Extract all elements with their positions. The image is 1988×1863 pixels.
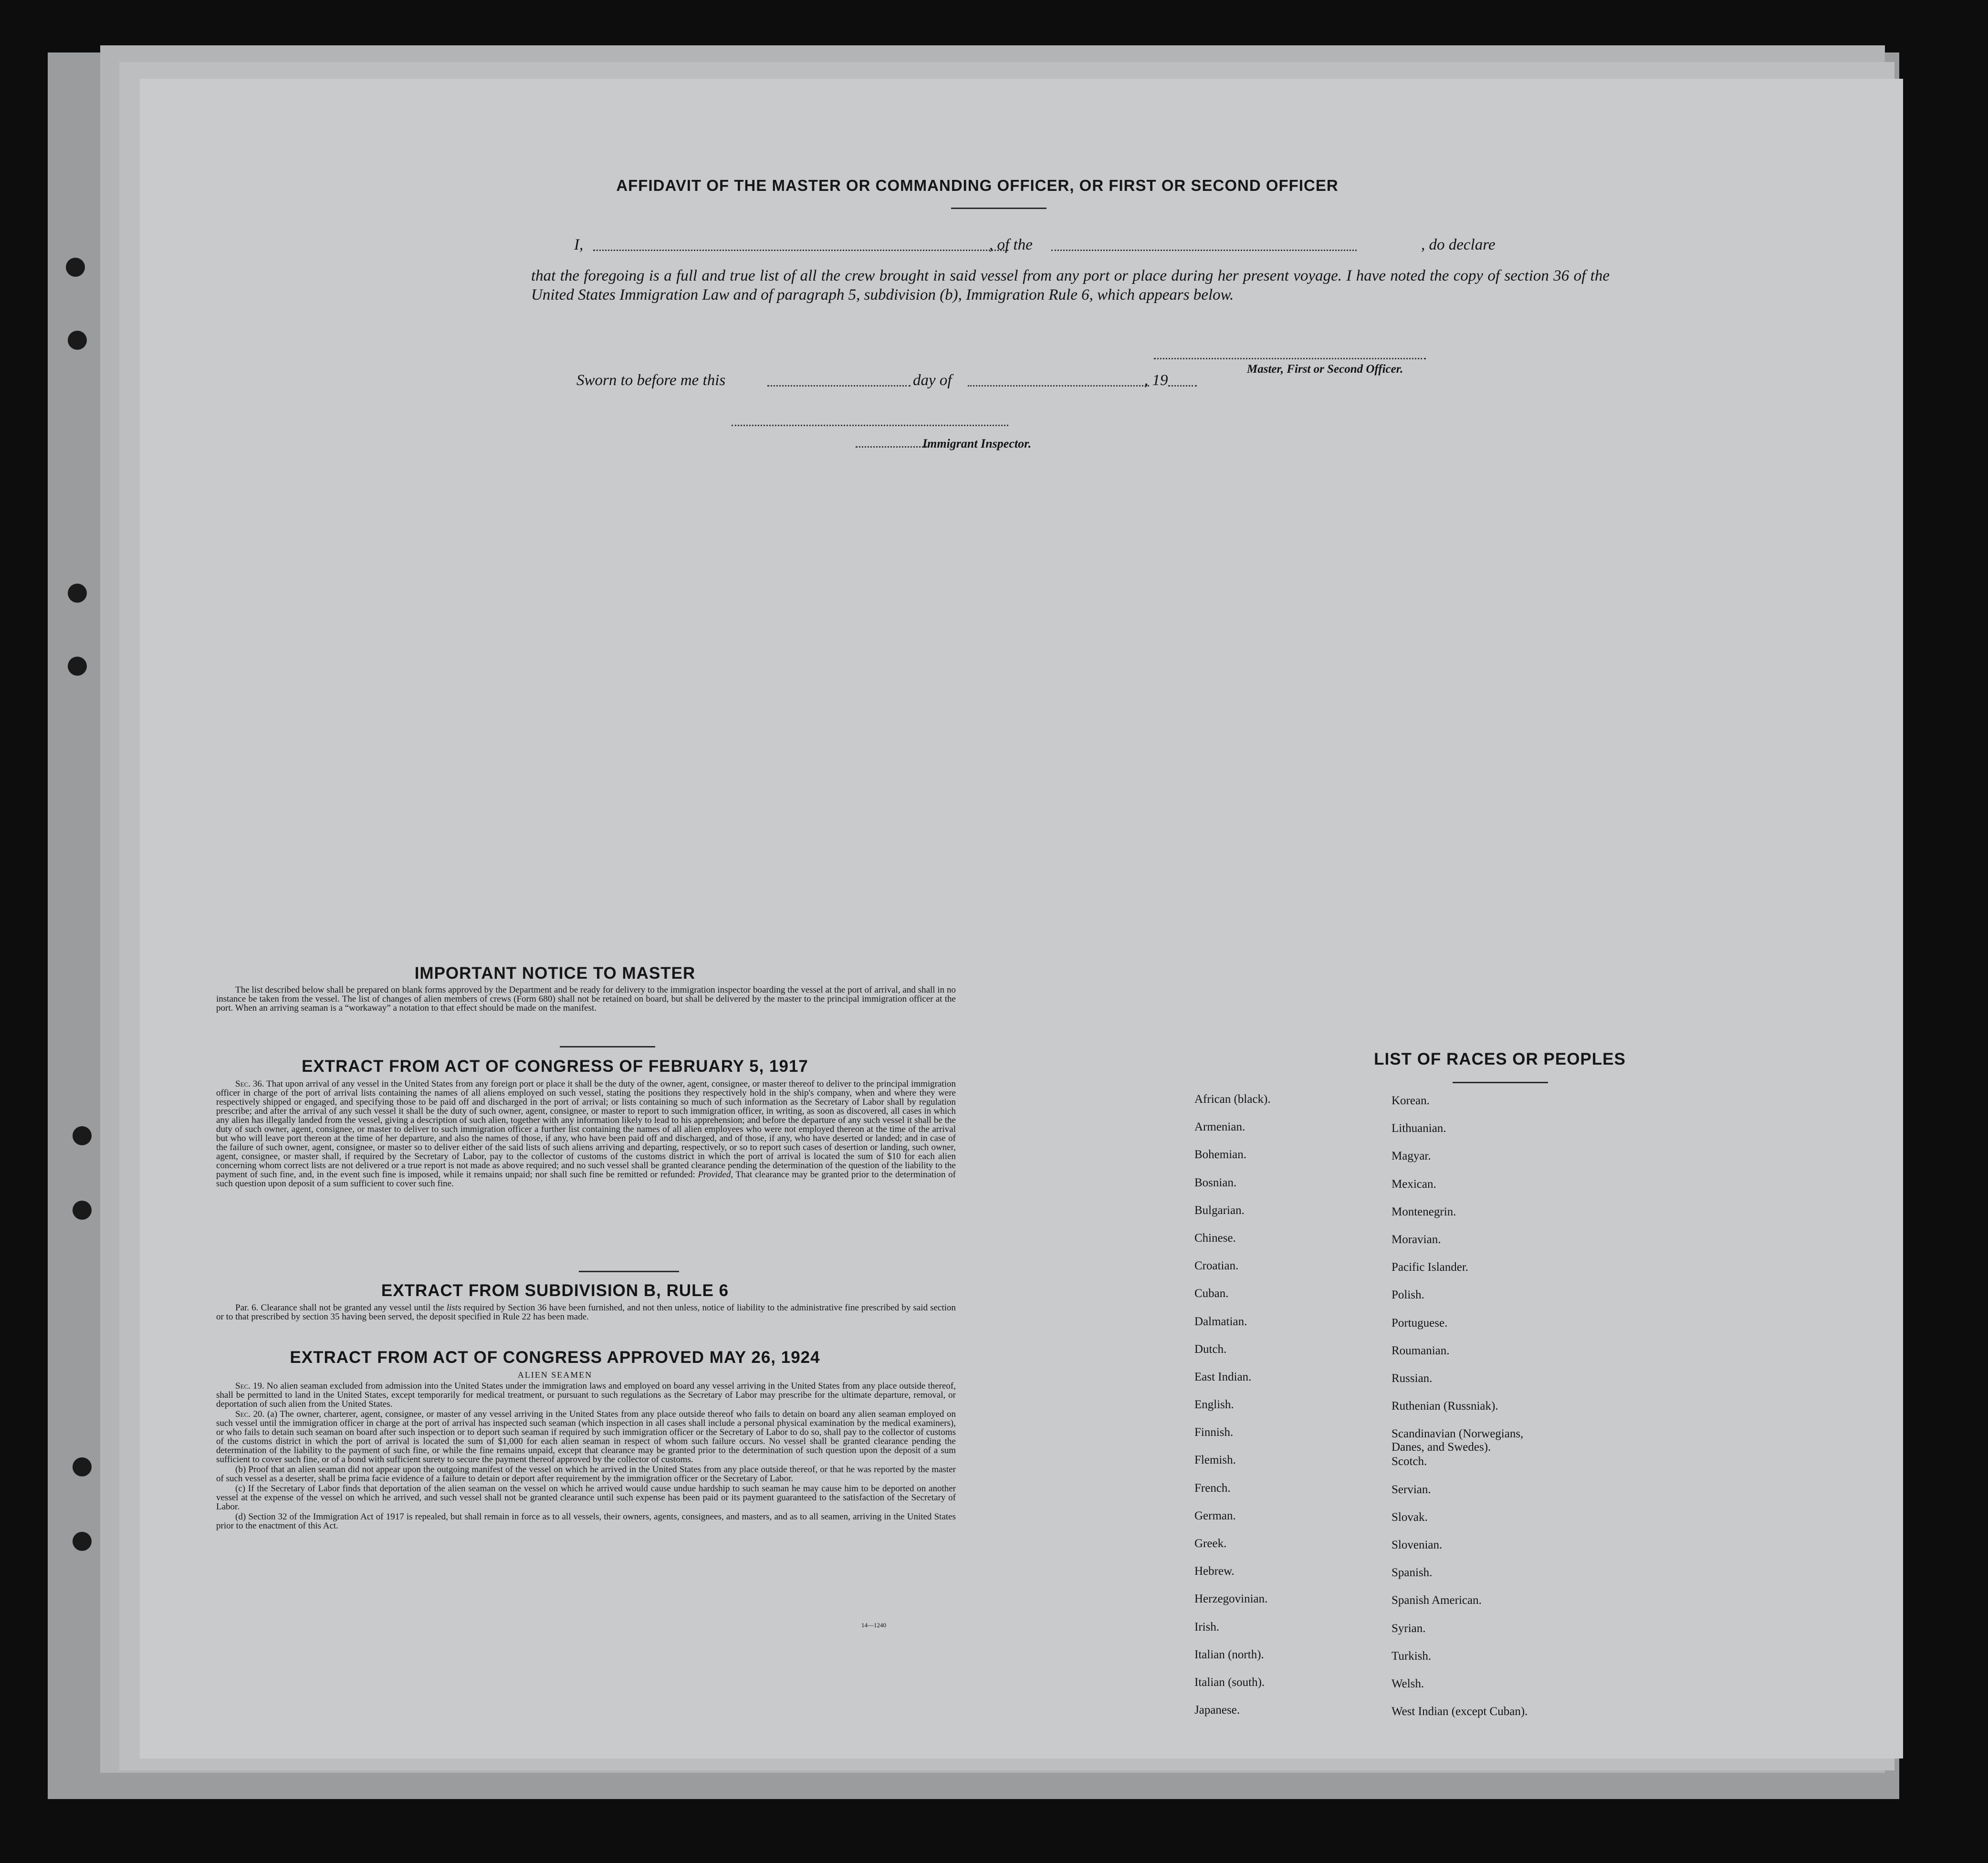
race-right-7: Polish. bbox=[1392, 1288, 1424, 1302]
race-left-16: Greek. bbox=[1194, 1537, 1227, 1550]
race-left-18: Herzegovinian. bbox=[1194, 1592, 1268, 1606]
races-divider bbox=[1453, 1082, 1548, 1083]
race-right-21: Welsh. bbox=[1392, 1677, 1424, 1690]
section-36-proviso: Provided, bbox=[698, 1170, 733, 1180]
important-notice-text: The list described below shall be prepared on blank forms approved by the Department and be ready for delivery to the immigration inspector boarding the vessel at the port of arrival, and shall in no instance be taken from the vessel. The list of changes of alien members of crews (Form 680) shall not be retained on board, but shall be delivered by the master to the principal immigration officer at the port. When an arriving seaman is a “workaway” a notation to that effect should be made on the manifest. bbox=[216, 985, 956, 1013]
inspector-label: Immigrant Inspector. bbox=[922, 437, 1032, 450]
race-right-12: Scandinavian (Norwegians, Danes, and Swedes). bbox=[1392, 1427, 1524, 1454]
race-right-18: Spanish American. bbox=[1392, 1594, 1482, 1607]
race-left-3: Bosnian. bbox=[1194, 1176, 1237, 1189]
sec-20a-text: (a) The owner, charterer, agent, consignee, or master of any vessel arriving in the United States from any place outside thereof who fails to detain on board any alien seaman employed on such vessel until the immigration officer in charge at the port of arrival has inspected such seaman (which inspection in all cases shall include a personal physical examination by the medical examiners), or who fails to detain such seaman on board after such inspection or to deport such seaman if required by such immigration officer or the Secretary of Labor to do so, shall pay to the collector of customs of the customs district in which the port of arrival is located the sum of $1,000 for each alien seaman in respect of whom such failure occurs. No vessel shall be granted clearance pending the determination of the liability to the payment of such fine, or while the fine remains unpaid, except that clearance may be granted prior to the determination of such question upon the deposit of a sum sufficient to cover such fine, or of a bond with sufficient surety to secure the payment thereof approved by the collector of customs. bbox=[216, 1409, 956, 1465]
sworn-day-blank bbox=[767, 385, 910, 387]
race-right-11: Ruthenian (Russniak). bbox=[1392, 1400, 1498, 1413]
race-right-16: Slovenian. bbox=[1392, 1539, 1443, 1551]
sec-19-text: No alien seaman excluded from admission into the United States under the immigration laws and employed on board any vessel arriving in the United States from any place outside thereof, shall be permitted to land in the United States, except temporarily for medical treatment, or pursuant to such regulations as the Secretary of Labor may prescribe for the ultimate departure, removal, or deportation of such alien from the United States. bbox=[216, 1381, 956, 1409]
race-left-13: Flemish. bbox=[1194, 1454, 1236, 1467]
sec-20-label: Sec. 20. bbox=[235, 1409, 265, 1419]
extract-1917-text bbox=[216, 1079, 956, 1189]
sec-20c-text: (c) If the Secretary of Labor finds that deportation of the alien seaman on the vessel on which he arrived would cause undue hardship to such seaman he may cause him to be deported on another vessel at the expense of the vessel on which he arrived, and such vessel shall not be granted clearance until such expense has been paid or its payment guaranteed to the satisfaction of the Secretary of Labor. bbox=[216, 1484, 956, 1512]
race-left-10: East Indian. bbox=[1194, 1370, 1252, 1383]
races-title: LIST OF RACES OR PEOPLES bbox=[1374, 1050, 1626, 1068]
master-signature-label: Master, First or Second Officer. bbox=[1247, 363, 1403, 376]
sworn-start: Sworn to before me this bbox=[576, 372, 726, 389]
manifest-page bbox=[140, 79, 1903, 1758]
alien-seamen-subtitle: ALIEN SEAMEN bbox=[517, 1370, 593, 1380]
line1-end: , do declare bbox=[1421, 236, 1496, 253]
race-left-0: African (black). bbox=[1194, 1093, 1271, 1106]
sec-19-label: Sec. 19. bbox=[235, 1381, 264, 1391]
affidavit-title: AFFIDAVIT OF THE MASTER OR COMMANDING OFFICER, OR FIRST OR SECOND OFFICER bbox=[616, 177, 1339, 194]
master-signature-line bbox=[1154, 358, 1426, 359]
extract-rule6-text bbox=[216, 1303, 956, 1322]
race-right-3: Mexican. bbox=[1392, 1177, 1436, 1191]
races-right-column bbox=[1392, 1094, 1592, 1733]
race-left-19: Irish. bbox=[1194, 1620, 1220, 1633]
extract-rule6-title: EXTRACT FROM SUBDIVISION B, RULE 6 bbox=[381, 1281, 729, 1300]
race-right-22: West Indian (except Cuban). bbox=[1392, 1705, 1528, 1718]
race-left-11: English. bbox=[1194, 1398, 1234, 1412]
race-left-12: Finnish. bbox=[1194, 1426, 1234, 1439]
sworn-month-blank bbox=[968, 385, 1149, 387]
par-6-label: Par. 6. bbox=[235, 1303, 259, 1313]
extract-1924-text bbox=[216, 1382, 956, 1531]
race-right-6: Pacific Islander. bbox=[1392, 1261, 1469, 1274]
race-left-1: Armenian. bbox=[1194, 1120, 1245, 1134]
races-left-column bbox=[1194, 1093, 1376, 1731]
extract-1924-title: EXTRACT FROM ACT OF CONGRESS APPROVED MAY 26, 1924 bbox=[290, 1348, 820, 1367]
affidavit-declaration-line bbox=[574, 235, 1610, 254]
race-left-14: French. bbox=[1194, 1481, 1231, 1495]
race-right-19: Syrian. bbox=[1392, 1622, 1426, 1635]
par-6-text-a: Clearance shall not be granted any vessel until the bbox=[261, 1303, 444, 1313]
name-blank bbox=[593, 250, 1008, 251]
sworn-year: , 19 bbox=[1144, 372, 1168, 389]
race-left-9: Dutch. bbox=[1194, 1342, 1227, 1356]
sworn-day: day of bbox=[913, 372, 952, 389]
race-right-1: Lithuanian. bbox=[1392, 1122, 1446, 1135]
race-right-8: Portuguese. bbox=[1392, 1316, 1448, 1329]
race-left-20: Italian (north). bbox=[1194, 1648, 1264, 1661]
race-right-2: Magyar. bbox=[1392, 1150, 1431, 1163]
inspector-signature-line-2 bbox=[856, 446, 927, 448]
race-right-10: Russian. bbox=[1392, 1371, 1433, 1385]
race-left-5: Chinese. bbox=[1194, 1231, 1236, 1245]
race-right-9: Roumanian. bbox=[1392, 1344, 1450, 1357]
extract-1917-divider bbox=[579, 1271, 679, 1272]
race-left-6: Croatian. bbox=[1194, 1259, 1239, 1273]
section-36-text-b: That clearance may be granted prior to the determination of such question upon deposit of a sum sufficient to cover such fine. bbox=[216, 1170, 956, 1189]
par-6-lists: lists bbox=[446, 1303, 461, 1313]
section-36-text-a: That upon arrival of any vessel in the United States from any foreign port or place it shall be the duty of the owner, agent, consignee, or master thereof to deliver to the principal immigration officer in charge of the port of arrival lists containing the names of all aliens employed on such vessel, stating the positions they respectively hold in the ship's company, when and where they were respectively shipped or engaged, and specifying those to be paid off and discharged in the port of arrival; or lists containing so much of such information as the Secretary of Labor shall by regulation prescribe; and after the arrival of any such vessel it shall be the duty of such owner, agent, consignee, or master to report to such immigration officer, in writing, as soon as discovered, all cases in which any alien has illegally landed from the vessel, giving a description of such alien, together with any information likely to lead to his apprehension; and before the departure of any such vessel it shall be the duty of such owner, agent, consignee, or master to deliver to such immigration officer a further list containing the names of all alien employees who were not employed thereon at the time of the arrival but who will leave port thereon at the time of her departure, and also the names of those, if any, who have been paid off and discharged, and of those, if any, who have deserted or landed; and in case of the failure of such owner, agent, consignee, or master so to deliver either of the said lists of such aliens arriving and departing, respectively, or so to report such cases of desertion or landing, such owner, agent, consignee, or master shall, if required by the Secretary of Labor, pay to the collector of customs of the customs district in which the port of arrival is located the sum of $10 for each alien concerning whom correct lists are not delivered or a true report is not made as above required; and no such vessel shall be granted clearance pending the determination of the question of the liability to the payment of such fine, and, in the event such fine is imposed, while it remains unpaid; nor shall such fine be remitted or refunded: bbox=[216, 1079, 956, 1180]
important-notice-title: IMPORTANT NOTICE TO MASTER bbox=[414, 964, 696, 983]
title-divider bbox=[951, 208, 1046, 209]
race-right-4: Montenegrin. bbox=[1392, 1205, 1456, 1218]
sworn-line bbox=[576, 371, 1340, 390]
race-right-15: Slovak. bbox=[1392, 1510, 1428, 1524]
race-left-8: Dalmatian. bbox=[1194, 1315, 1247, 1328]
sworn-year-blank bbox=[1168, 385, 1197, 387]
race-right-5: Moravian. bbox=[1392, 1233, 1441, 1246]
section-36-label: Sec. 36. bbox=[235, 1079, 264, 1089]
race-left-17: Hebrew. bbox=[1194, 1565, 1235, 1578]
extract-1917-title: EXTRACT FROM ACT OF CONGRESS OF FEBRUARY 5, 1917 bbox=[302, 1057, 808, 1076]
affidavit-statement: that the foregoing is a full and true list of all the crew brought in said vessel from any port or place during her present voyage. I have noted the copy of section 36 of the United States Immigration Law and of paragraph 5, subdivision (b), Immigration Rule 6, which appears below. bbox=[531, 267, 1610, 304]
race-left-15: German. bbox=[1194, 1509, 1236, 1522]
form-number: 14—1240 bbox=[861, 1622, 886, 1629]
race-right-14: Servian. bbox=[1392, 1483, 1431, 1496]
vessel-blank bbox=[1051, 250, 1357, 251]
line1-mid: , of the bbox=[989, 236, 1033, 253]
race-left-2: Bohemian. bbox=[1194, 1148, 1247, 1162]
race-right-0: Korean. bbox=[1392, 1094, 1430, 1107]
race-right-13: Scotch. bbox=[1392, 1455, 1427, 1468]
race-left-4: Bulgarian. bbox=[1194, 1204, 1245, 1217]
sec-20d-text: (d) Section 32 of the Immigration Act of 1917 is repealed, but shall remain in force as to all vessels, their owners, agents, consignees, and masters, and as to all seamen, arriving in the United States prior to the enactment of this Act. bbox=[216, 1512, 956, 1531]
sec-20b-text: (b) Proof that an alien seaman did not appear upon the outgoing manifest of the vessel on which he arrived in the United States from any place outside thereof, or that he was reported by the master of such vessel as a deserter, shall be prima facie evidence of a failure to detain or deport after requirement by the immigration officer or the Secretary of Labor. bbox=[216, 1465, 956, 1484]
race-left-22: Japanese. bbox=[1194, 1704, 1240, 1717]
race-left-21: Italian (south). bbox=[1194, 1675, 1265, 1689]
notice-divider bbox=[560, 1046, 655, 1047]
race-left-7: Cuban. bbox=[1194, 1287, 1229, 1300]
par-6-text-b: required by Section 36 have been furnished, and not then unless, notice of liability to the administrative fine prescribed by said section or to that prescribed by section 35 having been served, the deposit specified in Rule 22 has been made. bbox=[216, 1303, 956, 1322]
race-right-20: Turkish. bbox=[1392, 1649, 1432, 1663]
line1-start: I, bbox=[574, 236, 584, 253]
inspector-signature-line bbox=[732, 425, 1008, 426]
race-right-17: Spanish. bbox=[1392, 1566, 1433, 1580]
